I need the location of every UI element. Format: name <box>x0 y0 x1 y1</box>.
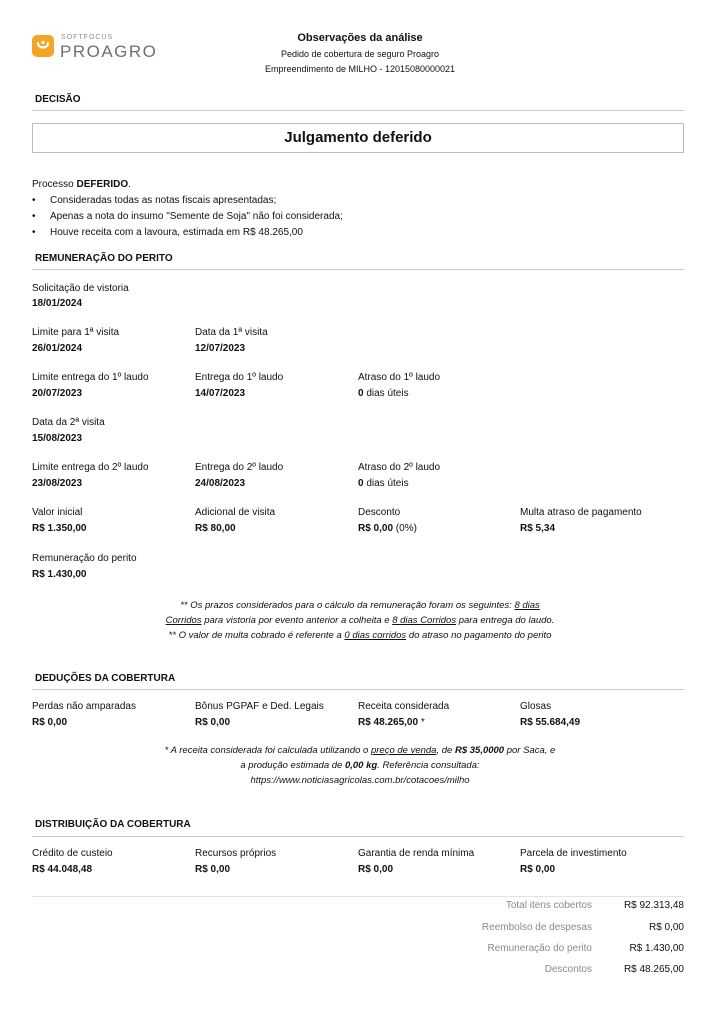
total-value: R$ 0,00 <box>648 922 684 933</box>
field-value: 24/08/2023 <box>195 478 246 489</box>
field-value: 15/08/2023 <box>32 433 83 444</box>
field-label: Recursos próprios <box>195 848 277 859</box>
section-title-distribuicao: DISTRIBUIÇÃO DA COBERTURA <box>35 819 191 830</box>
deducoes-note <box>60 743 660 788</box>
section-title-decisao: DECISÃO <box>35 94 81 105</box>
remuneracao-note <box>60 598 660 643</box>
field-label: Multa atraso de pagamento <box>520 507 642 518</box>
field-value: R$ 0,00 <box>32 717 68 728</box>
receita-value: R$ 48.265,00 <box>358 717 419 728</box>
field-label: Entrega do 2º laudo <box>195 462 284 473</box>
field-value <box>358 717 425 728</box>
field-value: R$ 0,00 <box>195 864 231 875</box>
atraso-value: 0 <box>358 478 364 489</box>
list-item-text: Apenas a nota do insumo "Semente de Soja" não foi considerada; <box>50 211 343 222</box>
divider <box>32 689 684 690</box>
divider <box>32 836 684 837</box>
reference-url: https://www.noticiasagricolas.com.br/cotacoes/milho <box>250 775 470 786</box>
field-label: Limite entrega do 1º laudo <box>32 372 149 383</box>
total-value: R$ 48.265,00 <box>623 964 684 975</box>
field-value: R$ 5,34 <box>520 523 556 534</box>
total-label: Total itens cobertos <box>505 900 592 911</box>
decision-box <box>32 123 684 153</box>
list-item-text: Consideradas todas as notas fiscais apresentadas; <box>50 195 277 206</box>
list-item: • Apenas a nota do insumo "Semente de Soja" não foi considerada; <box>32 211 343 222</box>
field-label: Desconto <box>358 507 401 518</box>
total-label: Descontos <box>544 964 592 975</box>
atraso-unit: dias úteis <box>363 388 409 399</box>
total-label: Reembolso de despesas <box>481 922 592 933</box>
field-label: Atraso do 1º laudo <box>358 372 441 383</box>
desconto-value: R$ 0,00 <box>358 523 394 534</box>
field-label: Limite para 1ª visita <box>32 327 120 338</box>
field-value: R$ 80,00 <box>195 523 236 534</box>
processo-status: DEFERIDO <box>76 179 129 190</box>
field-label: Perdas não amparadas <box>32 701 136 712</box>
field-label: Receita considerada <box>358 701 450 712</box>
section-title-remuneracao: REMUNERAÇÃO DO PERITO <box>35 253 173 264</box>
total-value: R$ 1.430,00 <box>629 943 684 954</box>
total-label: Remuneração do perito <box>487 943 592 954</box>
divider <box>32 896 684 897</box>
field-value <box>358 388 409 399</box>
atraso-value: 0 <box>358 388 364 399</box>
field-value: 26/01/2024 <box>32 343 83 354</box>
brand-name: PROAGRO <box>60 42 158 61</box>
note-line: ** O valor de multa cobrado é referente a 0 dias corridos do atraso no pagamento do perito <box>168 630 552 641</box>
field-label: Data da 2ª visita <box>32 417 105 428</box>
field-value: 23/08/2023 <box>32 478 83 489</box>
page-subtitle-2: Empreendimento de MILHO - 12015080000021 <box>264 64 456 74</box>
field-value: R$ 1.430,00 <box>32 569 87 580</box>
field-label: Solicitação de vistoria <box>32 283 129 294</box>
field-label: Remuneração do perito <box>32 553 137 564</box>
receita-mark: * <box>418 717 425 728</box>
note-line: a produção estimada de 0,00 kg. Referência consultada: <box>240 760 480 771</box>
total-value: R$ 92.313,48 <box>623 900 684 911</box>
page-title: Observações da análise <box>297 32 423 44</box>
field-value <box>358 523 417 534</box>
processo-suffix: . <box>128 179 131 190</box>
field-label: Atraso do 2º laudo <box>358 462 441 473</box>
divider <box>32 110 684 111</box>
field-value: 14/07/2023 <box>195 388 246 399</box>
decision-text: Julgamento deferido <box>284 129 432 146</box>
note-line: ** Os prazos considerados para o cálculo da remuneração foram os seguintes: 8 dias <box>180 600 540 611</box>
field-label: Crédito de custeio <box>32 848 113 859</box>
field-value: R$ 0,00 <box>195 717 231 728</box>
list-item: • Houve receita com a lavoura, estimada em R$ 48.265,00 <box>32 227 303 238</box>
processo-prefix: Processo <box>32 179 77 190</box>
list-item: • Consideradas todas as notas fiscais apresentadas; <box>32 195 277 206</box>
field-label: Limite entrega do 2º laudo <box>32 462 149 473</box>
field-value: 12/07/2023 <box>195 343 246 354</box>
field-value: 18/01/2024 <box>32 298 83 309</box>
section-title-deducoes: DEDUÇÕES DA COBERTURA <box>35 673 176 684</box>
field-label: Bônus PGPAF e Ded. Legais <box>195 701 324 712</box>
field-value: 20/07/2023 <box>32 388 83 399</box>
field-label: Parcela de investimento <box>520 848 627 859</box>
field-value: R$ 0,00 <box>520 864 556 875</box>
field-label: Valor inicial <box>32 507 83 518</box>
field-value: R$ 44.048,48 <box>32 864 93 875</box>
note-line: * A receita considerada foi calculada utilizando o preço de venda, de R$ 35,0000 por Saca, e <box>164 745 556 756</box>
field-label: Data da 1ª visita <box>195 327 268 338</box>
brand-small: SOFTFOCUS <box>61 34 114 41</box>
note-line: Corridos para vistoria por evento anterior a colheita e 8 dias Corridos para entrega do laudo. <box>165 615 555 626</box>
field-value: R$ 1.350,00 <box>32 523 87 534</box>
page-subtitle: Pedido de cobertura de seguro Proagro <box>280 49 440 59</box>
divider <box>32 269 684 270</box>
field-label: Entrega do 1º laudo <box>195 372 284 383</box>
desconto-pct: (0%) <box>393 523 417 534</box>
processo-line <box>32 179 131 190</box>
field-label: Adicional de visita <box>195 507 276 518</box>
atraso-unit: dias úteis <box>363 478 409 489</box>
field-label: Garantia de renda mínima <box>358 848 475 859</box>
field-value <box>358 478 409 489</box>
field-label: Glosas <box>520 701 552 712</box>
field-value: R$ 0,00 <box>358 864 394 875</box>
field-value: R$ 55.684,49 <box>520 717 581 728</box>
list-item-text: Houve receita com a lavoura, estimada em R$ 48.265,00 <box>50 227 303 238</box>
